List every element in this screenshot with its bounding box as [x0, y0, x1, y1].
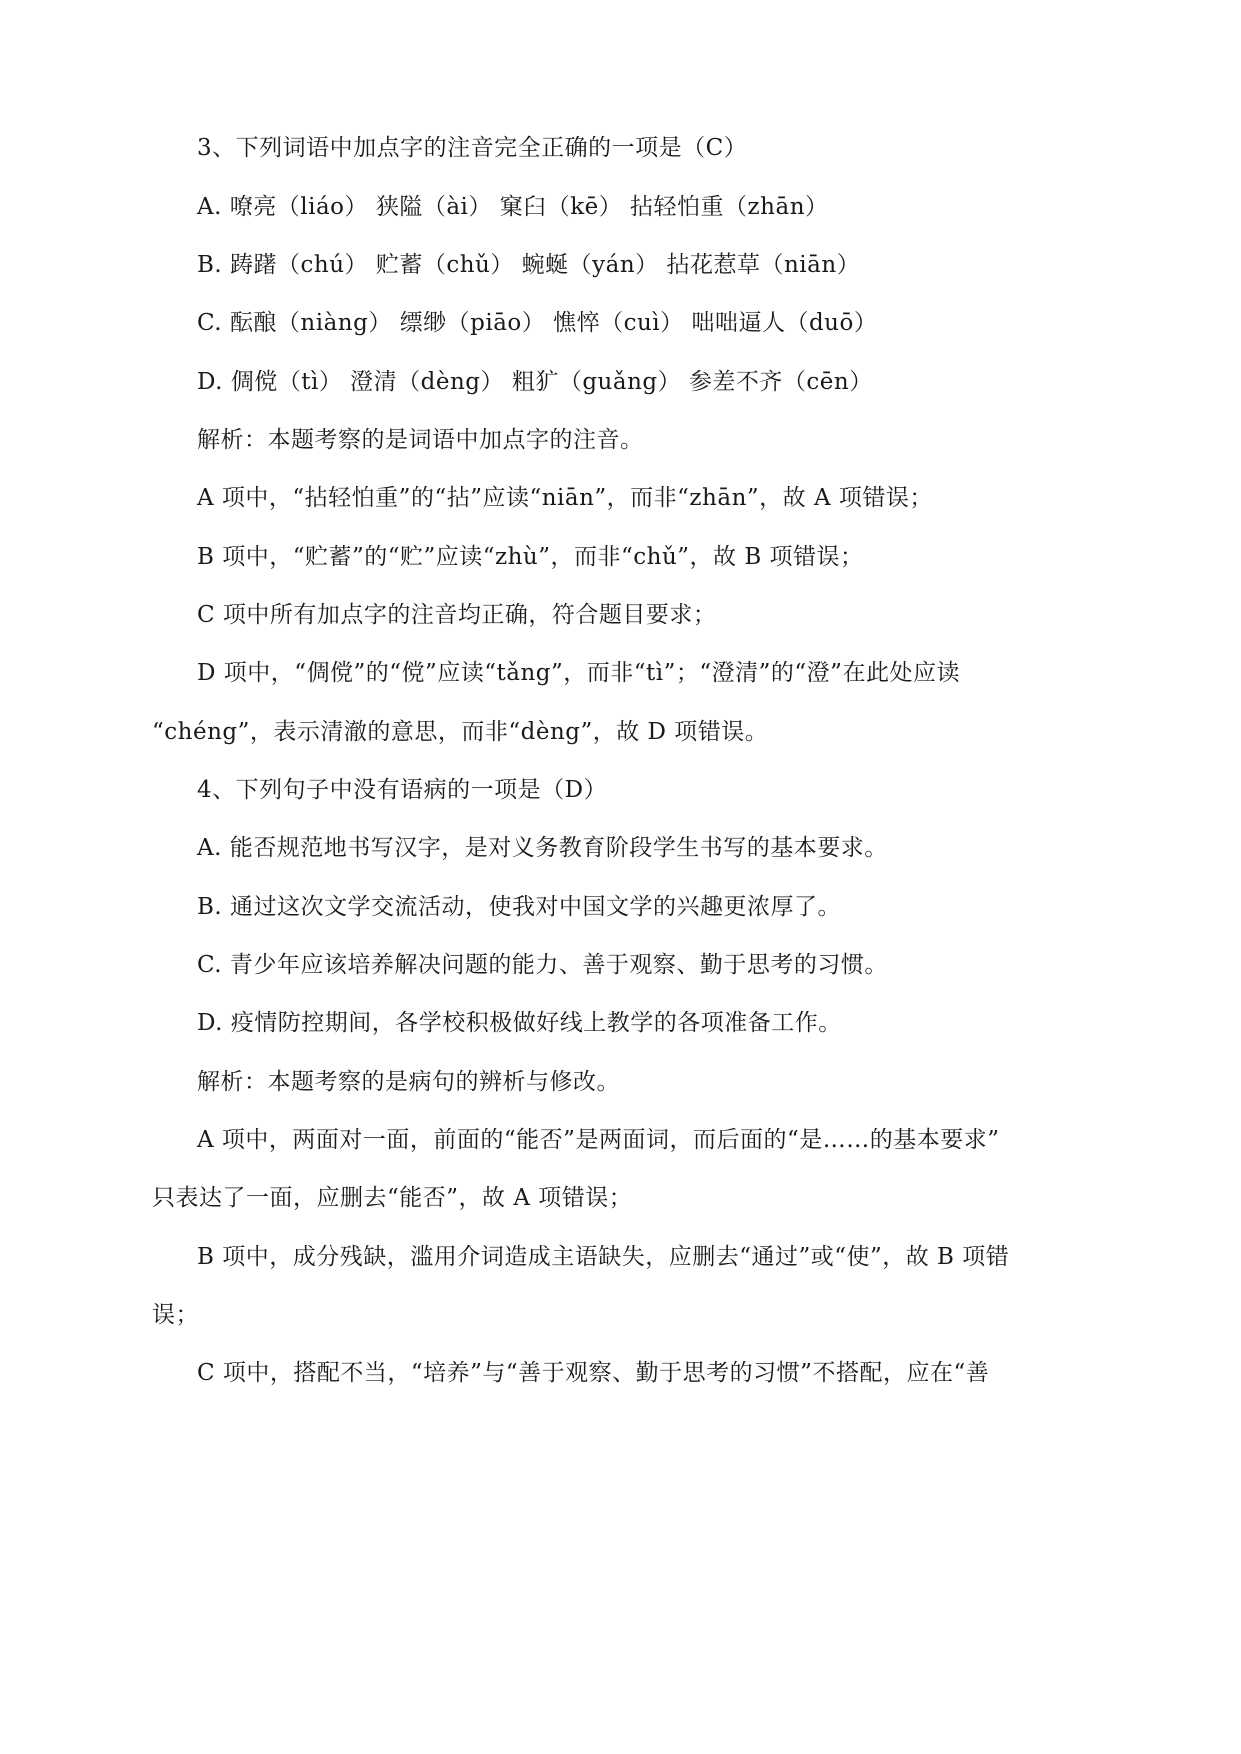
question-3-analysis-d-line-1: D 项中，“倜傥”的“傥”应读“tǎng”，而非“tì”；“澄清”的“澄”在此处应读: [197, 660, 960, 686]
question-4-analysis-b-line-2: 误；: [152, 1302, 199, 1328]
question-4-analysis-a-line-2: 只表达了一面，应删去“能否”，故 A 项错误；: [152, 1185, 633, 1211]
question-3-option-b: B. 踌躇（chú） 贮蓄（chǔ） 蜿蜒（yán） 拈花惹草（niān）: [197, 252, 861, 278]
question-3-option-a: A. 嘹亮（liáo） 狭隘（ài） 窠臼（kē） 拈轻怕重（zhān）: [197, 194, 829, 220]
question-3-analysis-b: B 项中，“贮蓄”的“贮”应读“zhù”，而非“chǔ”，故 B 项错误；: [197, 544, 864, 570]
question-4-option-a: A. 能否规范地书写汉字，是对义务教育阶段学生书写的基本要求。: [197, 835, 888, 861]
question-3-analysis-a: A 项中，“拈轻怕重”的“拈”应读“niān”，而非“zhān”，故 A 项错误；: [197, 485, 933, 511]
question-3-analysis-title: 解析：本题考察的是词语中加点字的注音。: [197, 427, 644, 453]
question-3-analysis-c: C 项中所有加点字的注音均正确，符合题目要求；: [197, 602, 717, 628]
question-4-analysis-b-line-1: B 项中，成分残缺，滥用介词造成主语缺失，应删去“通过”或“使”，故 B 项错: [197, 1244, 1010, 1270]
question-3-stem: 3、下列词语中加点字的注音完全正确的一项是（C）: [197, 135, 748, 161]
question-3-option-c: C. 酝酿（niàng） 缥缈（piāo） 憔悴（cuì） 咄咄逼人（duō）: [197, 310, 878, 336]
question-4-analysis-a-line-1: A 项中，两面对一面，前面的“能否”是两面词，而后面的“是……的基本要求”: [197, 1127, 1000, 1153]
question-3-option-d: D. 倜傥（tì） 澄清（dèng） 粗犷（guǎng） 参差不齐（cēn）: [197, 369, 873, 395]
question-4-option-c: C. 青少年应该培养解决问题的能力、善于观察、勤于思考的习惯。: [197, 952, 888, 978]
question-4-option-b: B. 通过这次文学交流活动，使我对中国文学的兴趣更浓厚了。: [197, 894, 842, 920]
question-3-analysis-d-line-2: “chéng”，表示清澈的意思，而非“dèng”，故 D 项错误。: [152, 719, 769, 745]
question-4-analysis-title: 解析：本题考察的是病句的辨析与修改。: [197, 1069, 620, 1095]
question-4-analysis-c-line-1: C 项中，搭配不当，“培养”与“善于观察、勤于思考的习惯”不搭配，应在“善: [197, 1360, 990, 1386]
question-4-stem: 4、下列句子中没有语病的一项是（D）: [197, 777, 608, 803]
question-4-option-d: D. 疫情防控期间，各学校积极做好线上教学的各项准备工作。: [197, 1010, 842, 1036]
